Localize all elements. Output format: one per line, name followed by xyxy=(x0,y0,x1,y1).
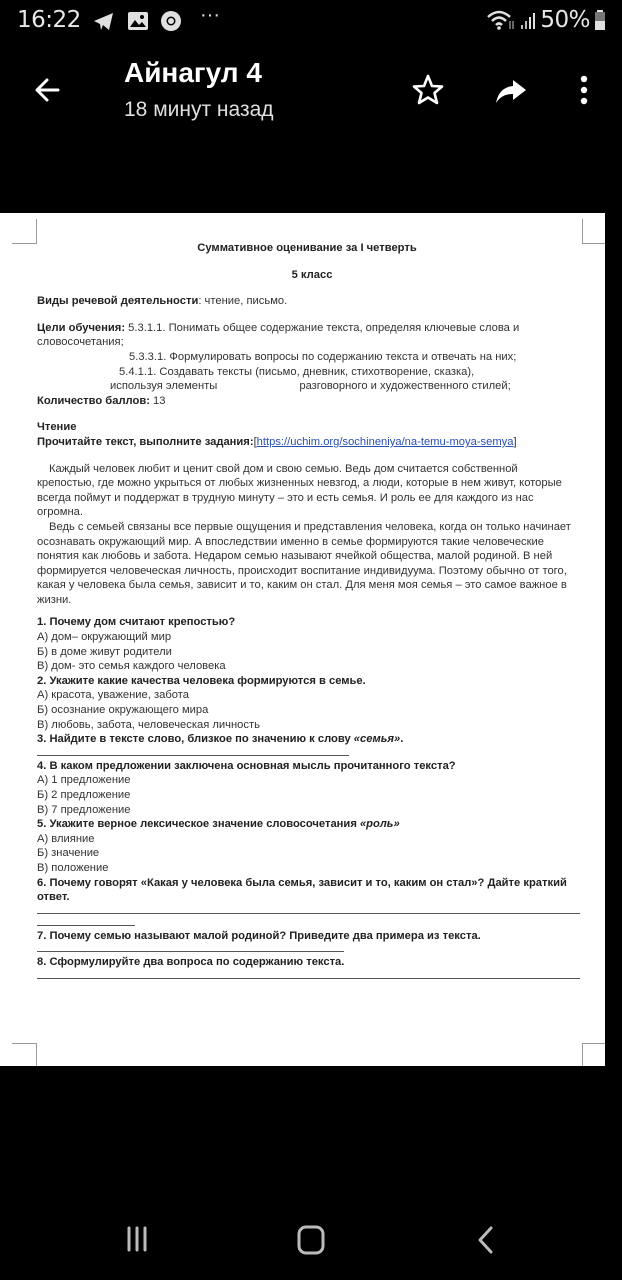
question: 1. Почему дом считают крепостью? xyxy=(37,616,236,629)
answer-option: В) любовь, забота, человеческая личность xyxy=(37,718,260,731)
answer-line xyxy=(37,905,580,914)
question: 5. Укажите верное лексическое значение словосочетания «роль» xyxy=(37,818,400,831)
answer-option: В) дом- это семья каждого человека xyxy=(37,660,226,673)
question: 3. Найдите в тексте слово, близкое по значению к слову «семья». xyxy=(37,733,404,746)
goal-item: используя элементы разговорного и художественного стилей; xyxy=(110,380,511,393)
source-link[interactable]: https://uchim.org/sochineniya/na-temu-moya-semya xyxy=(256,435,514,448)
reading-heading: Чтение xyxy=(37,421,77,434)
back-nav-icon[interactable] xyxy=(466,1220,506,1260)
answer-line xyxy=(37,917,135,926)
navigation-bar xyxy=(0,1200,622,1280)
status-time: 16:22 xyxy=(17,7,81,33)
page-corner-mark xyxy=(12,1043,37,1066)
recent-apps-icon[interactable] xyxy=(117,1220,157,1260)
answer-line xyxy=(37,970,580,979)
page-corner-mark xyxy=(582,1043,605,1066)
document-image[interactable] xyxy=(0,213,605,1066)
score-line: Количество баллов: 13 xyxy=(37,394,166,407)
document-content xyxy=(37,241,577,982)
telegram-icon xyxy=(92,10,116,32)
question: 4. В каком предложении заключена основная мысль прочитанного текста? xyxy=(37,759,456,772)
answer-line xyxy=(37,943,344,952)
goals-line: Цели обучения: 5.3.1.1. Понимать общее содержание текста, определяя ключевые слова и словосочетания; xyxy=(37,321,520,349)
answer-option: Б) значение xyxy=(37,847,100,860)
goal-item: 5.4.1.1. Создавать тексты (письмо, дневник, стихотворение, сказка), xyxy=(119,365,475,378)
star-icon[interactable] xyxy=(410,72,446,108)
chrome-icon xyxy=(160,10,182,32)
gallery-icon xyxy=(127,10,149,32)
wifi-icon xyxy=(486,9,516,31)
question: 6. Почему говорят «Какая у человека была семья, зависит и то, каким он стал»? Дайте краткий ответ. xyxy=(37,876,567,904)
signal-icon xyxy=(520,9,536,31)
back-icon[interactable] xyxy=(30,72,66,108)
document-grade: 5 класс xyxy=(291,268,333,281)
question: 2. Укажите какие качества человека формируются в семье. xyxy=(37,674,366,687)
question: 8. Сформулируйте два вопроса по содержанию текста. xyxy=(37,956,345,969)
share-icon[interactable] xyxy=(493,72,529,108)
answer-option: В) положение xyxy=(37,861,109,874)
battery-icon xyxy=(594,9,606,31)
more-vert-icon[interactable] xyxy=(566,72,602,108)
answer-option: В) 7 предложение xyxy=(37,803,131,816)
status-bar xyxy=(0,0,622,44)
answer-option: А) влияние xyxy=(37,832,95,845)
answer-line xyxy=(37,747,349,756)
answer-option: Б) осознание окружающего мира xyxy=(37,704,209,717)
page-corner-mark xyxy=(12,219,37,244)
home-icon[interactable] xyxy=(292,1220,332,1260)
timestamp: 18 минут назад xyxy=(124,98,274,121)
question: 7. Почему семью называют малой родиной? Приведите два примера из текста. xyxy=(37,929,481,942)
answer-option: Б) в доме живут родители xyxy=(37,645,172,658)
app-bar xyxy=(0,44,622,144)
activities-line: Виды речевой деятельности: чтение, письмо. xyxy=(37,295,288,308)
goal-item: 5.3.3.1. Формулировать вопросы по содержанию текста и отвечать на них; xyxy=(129,350,517,363)
text-paragraph: Ведь с семьей связаны все первые ощущения и представления человека, когда он только начинает осознавать окружающий мир. А впоследствии именно в семье формируются такие человеческие понятия как любовь и забота. Недаром семью называют ячейкой общества, малой родиной. В ней формируется человеческая личность, происходит воспитание индивидуума. Поэтому обычно от того, какая у человека была семья, зависит и то, каким он стал. Для меня моя семья – это самое важное в жизни. xyxy=(37,520,571,606)
text-paragraph: Каждый человек любит и ценит свой дом и свою семью. Ведь дом считается собственной крепостью, где можно укрыться от любых жизненных невзгод, а люди, которые в нем живут, которые всегда поймут и поддержат в трудную минуту – это и есть семья. И роль ее для каждого из нас огромна. xyxy=(37,462,562,519)
document-title: Суммативное оценивание за I четверть xyxy=(197,242,417,254)
more-notifications-icon: ··· xyxy=(200,4,220,26)
instruction-line: Прочитайте текст, выполните задания:[https://uchim.org/sochineniya/na-temu-moya-semya] xyxy=(37,435,517,448)
chat-title: Айнагул 4 xyxy=(124,57,262,88)
answer-option: А) дом– окружающий мир xyxy=(37,631,172,644)
answer-option: Б) 2 предложение xyxy=(37,789,131,801)
answer-option: А) 1 предложение xyxy=(37,774,131,787)
battery-percent: 50% xyxy=(540,7,590,33)
page-corner-mark xyxy=(582,219,605,244)
answer-option: А) красота, уважение, забота xyxy=(37,689,189,702)
status-right xyxy=(486,7,606,33)
